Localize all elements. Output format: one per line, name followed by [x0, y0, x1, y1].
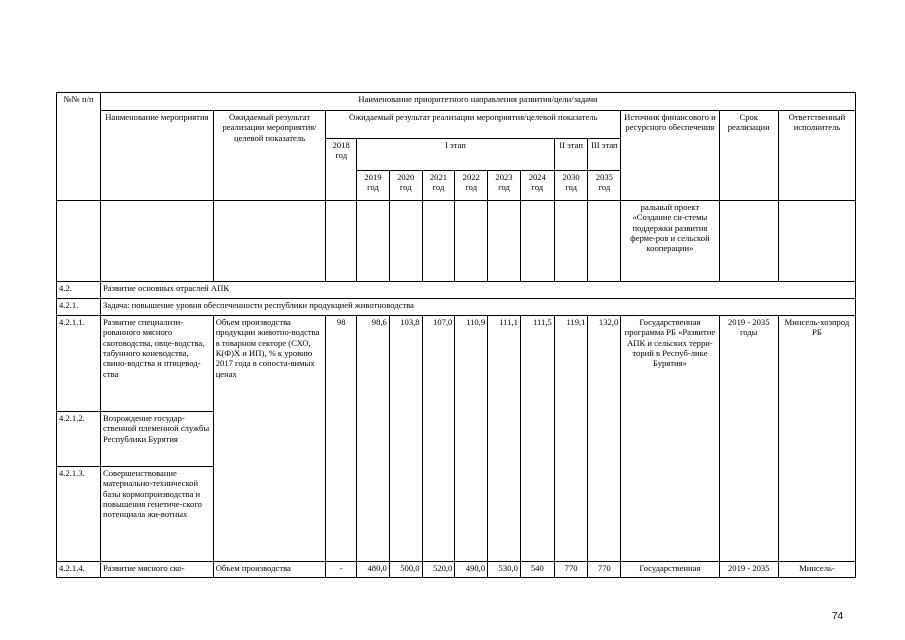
funding-source: Государственная: [621, 562, 719, 578]
header-expected-impl: Ожидаемый результат реализации мероприятия/целевой показатель: [326, 111, 621, 139]
value-2035: 132,0: [588, 316, 621, 562]
header-stage-1: I этап: [357, 139, 555, 171]
row-num: 4.2.1.1.: [57, 316, 101, 412]
funding-source: Государственная программа РБ «Развитие АПК и сельских терри-торий в Респуб-лике Бурятия»: [621, 316, 719, 562]
value-2024: 111,5: [520, 316, 554, 562]
header-year: 2022 год: [455, 171, 488, 201]
deadline: 2019 - 2035 годы: [719, 316, 778, 562]
header-year: 2019 год: [357, 171, 390, 201]
value-2023: 111,1: [488, 316, 521, 562]
value-2022: 490,0: [455, 562, 488, 578]
value-2030: 770: [554, 562, 588, 578]
header-deadline: Срок реализации: [719, 111, 778, 201]
value-2019: 98,6: [357, 316, 390, 562]
responsible: Минсель-хозпрод РБ: [778, 316, 855, 562]
header-year: 2021 год: [422, 171, 455, 201]
header-num: №№ п/п: [57, 93, 101, 201]
continuation-source: ральный проект «Создание си-стемы поддержки развития ферме-ров и сельской кооперации»: [621, 201, 719, 282]
responsible: Минсель-: [778, 562, 855, 578]
header-event-name: Наименование мероприятия: [101, 111, 214, 201]
plan-table: [56, 92, 856, 578]
header-year: 2030 год: [554, 171, 588, 201]
value-2021: 520,0: [422, 562, 455, 578]
header-responsible: Ответственный исполнитель: [778, 111, 855, 201]
header-year: 2023 год: [488, 171, 521, 201]
header-stage-3: III этап: [588, 139, 621, 171]
header-year: 2020 год: [389, 171, 422, 201]
event-name: Развитие мясного ско-: [101, 562, 214, 578]
row-num: 4.2.1.3.: [57, 467, 101, 562]
event-name: Возрождение государ-ственной племенной службы Республики Бурятия: [101, 412, 214, 467]
header-source: Источник финансового и ресурсного обеспечения: [621, 111, 719, 201]
value-2035: 770: [588, 562, 621, 578]
indicator: Объем производства: [213, 562, 326, 578]
section-title: Развитие основных отраслей АПК: [101, 282, 856, 299]
header-year: 2035 год: [588, 171, 621, 201]
header-expected-result: Ожидаемый результат реализации мероприятия/целевой показатель: [213, 111, 326, 201]
header-direction: Наименование приоритетного направления развития/цели/задачи: [101, 93, 856, 111]
value-2030: 119,1: [554, 316, 588, 562]
task-title: Задача: повышение уровня обеспеченности республики продукцией животноводства: [101, 299, 856, 316]
value-2019: 480,0: [357, 562, 390, 578]
page-number: 74: [832, 611, 844, 622]
header-stage-2: II этап: [554, 139, 588, 171]
deadline: 2019 - 2035: [719, 562, 778, 578]
value-2018: 98: [326, 316, 357, 562]
value-2022: 110,9: [455, 316, 488, 562]
task-num: 4.2.1.: [57, 299, 101, 316]
value-2023: 530,0: [488, 562, 521, 578]
value-2020: 103,8: [389, 316, 422, 562]
value-2020: 500,0: [389, 562, 422, 578]
section-num: 4.2.: [57, 282, 101, 299]
value-2018: -: [326, 562, 357, 578]
value-2021: 107,0: [422, 316, 455, 562]
event-name: Совершенствование материально-технической базы кормопроизводства и повышения генетиче-ского потенциала жи-вотных: [101, 467, 214, 562]
row-num: 4.2.1.2.: [57, 412, 101, 467]
header-year: 2024 год: [520, 171, 554, 201]
value-2024: 540: [520, 562, 554, 578]
indicator: Объем производства продукции животно-водства в товарном секторе (СХО, К(Ф)Х и ИП), % к уровню 2017 года в сопоста-вимых ценах: [213, 316, 326, 562]
row-num: 4.2.1.4.: [57, 562, 101, 578]
header-year-2018: 2018 год: [326, 139, 357, 201]
event-name: Развитие специализи-рованного мясного скотоводства, овце-водства, табунного коневодства, свино-водства и птицевод-ства: [101, 316, 214, 412]
